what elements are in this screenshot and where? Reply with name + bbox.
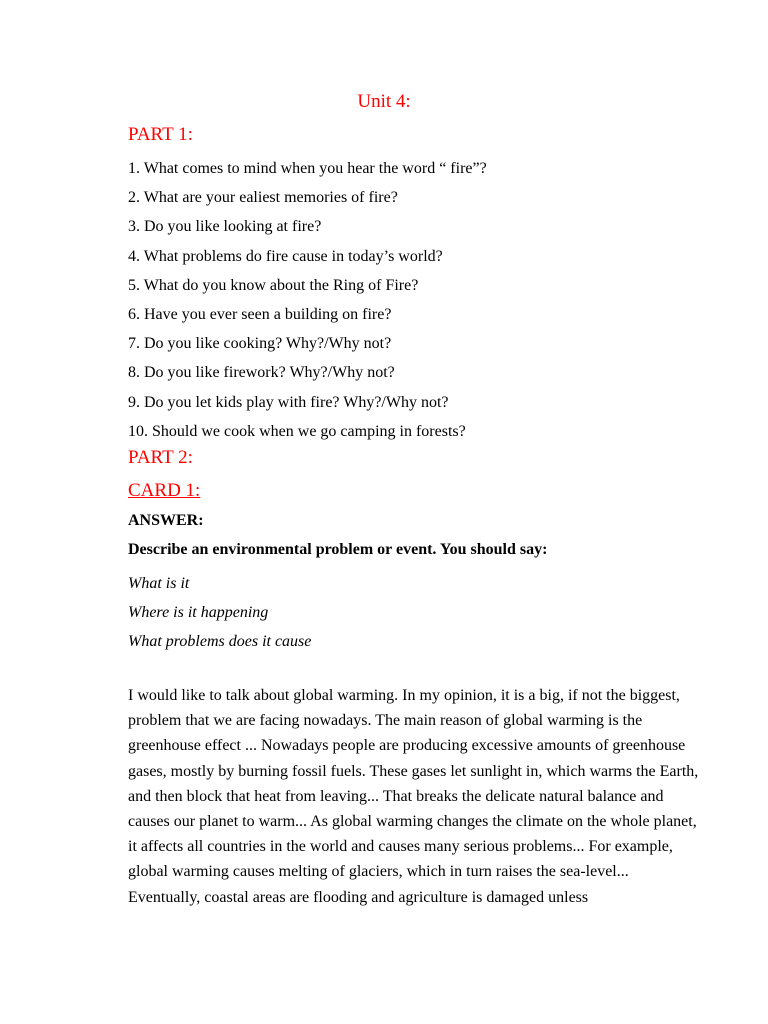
unit-title: Unit 4:: [357, 91, 411, 112]
answer-paragraph: I would like to talk about global warming. In my opinion, it is a big, if not the biggest, problem that we are facing nowadays. The main reason of global warming is the greenhouse effect ... Nowadays people are producing excessive amounts of greenhouse gases, mostly by burning fossil fuels. These gases let sunlight in, which warms the Earth, and then block that heat from leaving... That breaks the delicate natural balance and causes our planet to warm... As global warming changes the climate on the whole planet, it affects all countries in the world and causes many serious problems... For example, global warming causes melting of glaciers, which in turn raises the sea-level... Eventually, coastal areas are flooding and agriculture is damaged unless: [128, 687, 699, 906]
prompt-item: What problems does it cause: [128, 633, 312, 650]
question-item: 9. Do you let kids play with fire? Why?/Why not?: [128, 393, 449, 411]
question-item: 4. What problems do fire cause in today’s world?: [128, 247, 443, 265]
card1-heading: CARD 1:: [128, 480, 201, 501]
question-item: 10. Should we cook when we go camping in forests?: [128, 422, 466, 440]
prompt-item: What is it: [128, 575, 190, 592]
question-item: 1. What comes to mind when you hear the word “ fire”?: [128, 160, 487, 177]
question-item: 2. What are your ealiest memories of fire?: [128, 189, 398, 207]
part1-heading: PART 1:: [128, 124, 193, 145]
question-item: 7. Do you like cooking? Why?/Why not?: [128, 335, 392, 353]
part1-question-list: [128, 154, 487, 446]
prompt-item: Where is it happening: [128, 604, 269, 621]
question-item: 6. Have you ever seen a building on fire?: [128, 306, 392, 324]
answer-label: ANSWER:: [128, 512, 204, 529]
question-item: 8. Do you like firework? Why?/Why not?: [128, 364, 395, 382]
part2-heading: PART 2:: [128, 447, 193, 468]
card-prompt-list: [128, 569, 311, 656]
question-item: 5. What do you know about the Ring of Fire?: [128, 276, 419, 294]
card-prompt: Describe an environmental problem or event. You should say:: [128, 541, 548, 558]
question-item: 3. Do you like looking at fire?: [128, 218, 322, 236]
